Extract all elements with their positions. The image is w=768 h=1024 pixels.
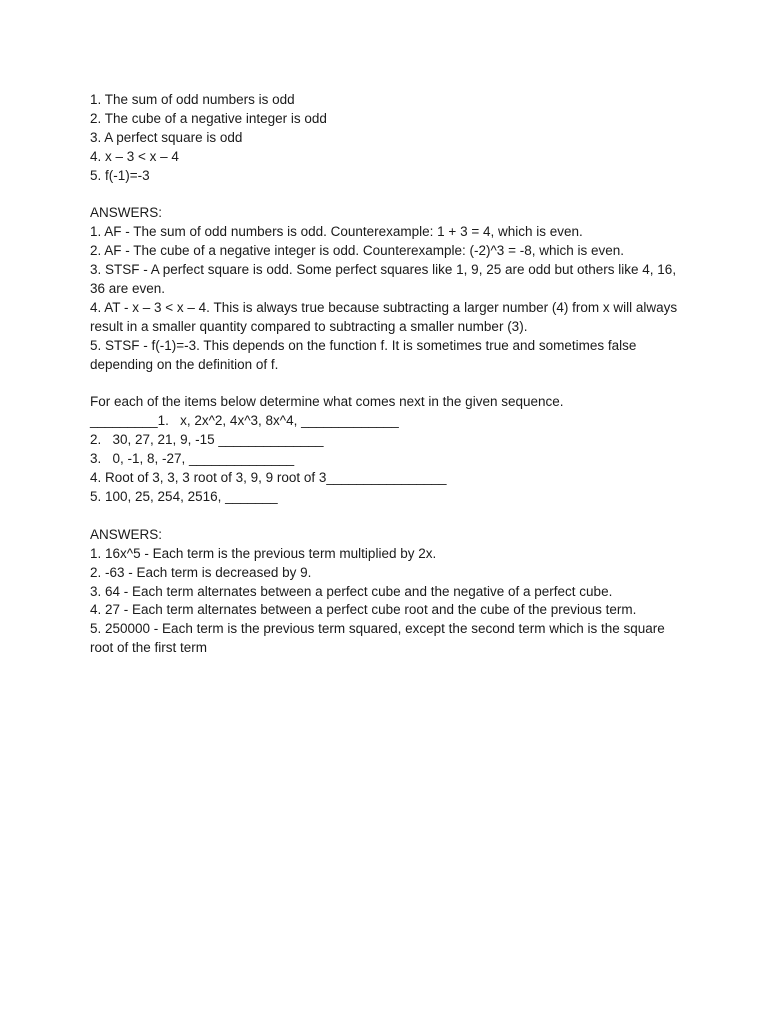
sequence-item: 5. 100, 25, 254, 2516, _______ <box>90 489 278 504</box>
sequence-answer-item: 4. 27 - Each term alternates between a perfect cube root and the cube of the previous term. <box>90 602 637 618</box>
answers-heading: ANSWERS: <box>90 205 163 221</box>
spacer <box>90 375 690 394</box>
question-item: 3. A perfect square is odd <box>90 129 243 145</box>
sequence-answer-item: 3. 64 - Each term alternates between a perfect cube and the negative of a perfect cube. <box>90 583 613 599</box>
sequence-item: 3. 0, -1, 8, -27, ______________ <box>90 451 295 467</box>
answer-item: 1. AF - The sum of odd numbers is odd. Counterexample: 1 + 3 = 4, which is even. <box>90 224 583 240</box>
answers-list <box>90 223 690 374</box>
answer-item: 2. AF - The cube of a negative integer is odd. Counterexample: (-2)^3 = -8, which is even. <box>90 243 624 259</box>
answer-item: 3. STSF - A perfect square is odd. Some perfect squares like 1, 9, 25 are odd but others like 4, 16, 36 are even. <box>90 262 680 297</box>
sequence-item: 2. 30, 27, 21, 9, -15 ______________ <box>90 432 324 448</box>
question-item: 4. x – 3 < x – 4 <box>90 148 179 164</box>
sequence-answer-item: 5. 250000 - Each term is the previous term squared, except the second term which is the square root of the first term <box>90 621 669 656</box>
spacer <box>90 507 690 526</box>
answer-item: 5. STSF - f(-1)=-3. This depends on the function f. It is sometimes true and sometimes false depending on the definition of f. <box>90 337 641 372</box>
questions-list <box>90 91 690 186</box>
document-page <box>90 91 690 658</box>
question-item: 5. f(-1)=-3 <box>90 167 150 183</box>
sequence-list <box>90 412 690 507</box>
spacer <box>90 186 690 205</box>
sequence-answers-list <box>90 545 690 658</box>
question-item: 1. The sum of odd numbers is odd <box>90 92 295 107</box>
answers-heading: ANSWERS: <box>90 526 163 542</box>
sequence-instructions: For each of the items below determine what comes next in the given sequence. <box>90 394 564 410</box>
sequence-item: 4. Root of 3, 3, 3 root of 3, 9, 9 root of 3________________ <box>90 470 447 486</box>
question-item: 2. The cube of a negative integer is odd <box>90 110 327 126</box>
sequence-answer-item: 1. 16x^5 - Each term is the previous term multiplied by 2x. <box>90 545 437 561</box>
answer-item: 4. AT - x – 3 < x – 4. This is always true because subtracting a larger number (4) from x will always result in a smaller quantity compared to subtracting a smaller number (3). <box>90 299 681 334</box>
sequence-answer-item: 2. -63 - Each term is decreased by 9. <box>90 564 312 580</box>
sequence-item: _________1. x, 2x^2, 4x^3, 8x^4, _____________ <box>90 413 399 429</box>
